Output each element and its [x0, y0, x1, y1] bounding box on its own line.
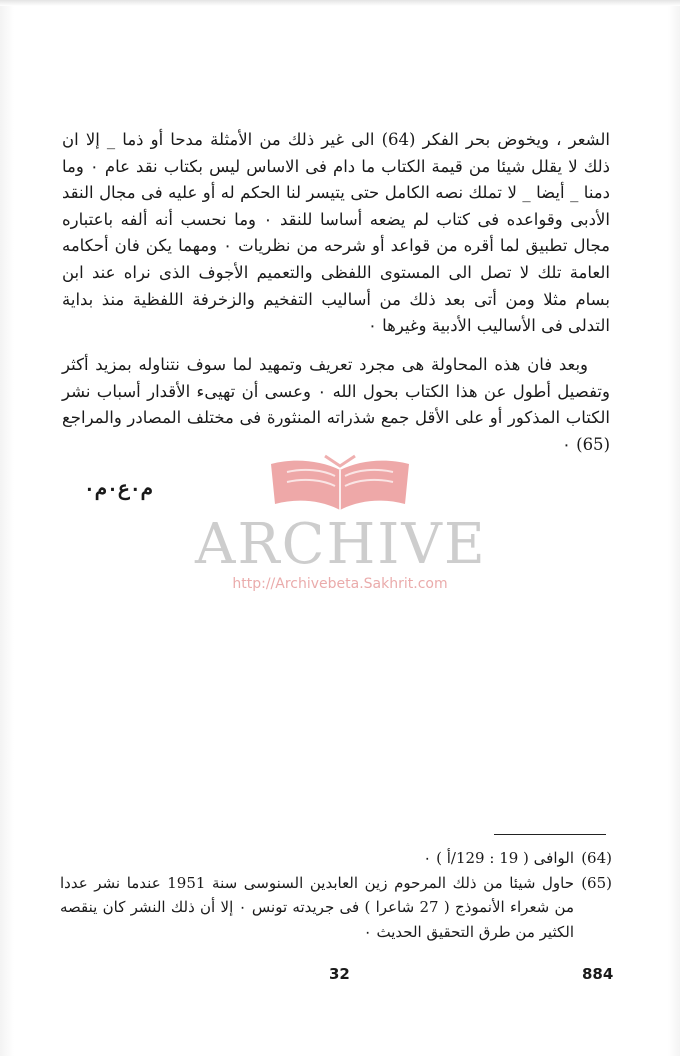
footnote-number: (65): [581, 873, 612, 892]
footnote-item: [60, 846, 612, 871]
page-number-outer: 884: [582, 965, 614, 983]
open-book-icon: [265, 452, 415, 514]
watermark-url: http://Archivebeta.Sakhrit.com: [232, 576, 448, 592]
footnote-text: حاول شيئا من ذلك المرحوم زين العابدين السنوسى سنة 1951 عندما نشر عددا من شعراء الأنموذج ( 27 شاعرا ) فى جريدته تونس ٠ إلا أن ذلك النشر كان ينقصه الكثير من طرق التحقيق الحديث ٠: [60, 873, 574, 941]
footnotes-list: [60, 846, 612, 944]
page-top-edge: [0, 0, 680, 6]
footnote-number: (64): [581, 849, 612, 867]
author-signature: م٠ع٠م٠: [84, 476, 153, 500]
body-paragraph-2: وبعد فان هذه المحاولة هى مجرد تعريف وتمهيد لما سوف نتناوله بمزيد أكثر وتفصيل أطول عن هذا الكتاب بحول الله ٠ وعسى أن تهيىء الأقدار أسباب نشر الكتاب المذكور أو على الأقل جمع شذراته المنثورة فى مختلف المصادر والمراجع (65) ٠: [62, 355, 610, 454]
watermark-word: ARCHIVE: [195, 512, 487, 577]
footnote-separator: [494, 834, 606, 835]
archive-watermark: [195, 452, 485, 602]
page-number-inner: 32: [329, 965, 350, 983]
footnote-item: [60, 871, 612, 945]
body-paragraph-1: الشعر ، ويخوض بحر الفكر (64) الى غير ذلك من الأمثلة مدحا أو ذما _ إلا ان ذلك لا يقلل شيئا من قيمة الكتاب ما دام فى الاساس ليس بكتاب نقد عام ٠ وما دمنا _ أيضا _ لا تملك نصه الكامل حتى يتيسر لنا الحكم له أو عليه فى مجال النقد الأدبى وقواعده فى كتاب لم يضعه أساسا للنقد ٠ وما نحسب أنه ألفه باعتباره مجال تطبيق لما أقره من قواعد أو شرحه من نظريات ٠ ومهما يكن فان أحكامه العامة تلك لا تصل الى المستوى اللفظى والتعميم الأجوف الذى نراه عند ابن بسام مثلا ومن أتى بعد ذلك من أساليب التفخيم والزخرفة اللفظية منذ بداية التدلى فى الأساليب الأدبية وغيرها ٠: [62, 130, 610, 336]
footnote-text: الوافى ( 19 : 129/أ ) ٠: [423, 849, 574, 867]
